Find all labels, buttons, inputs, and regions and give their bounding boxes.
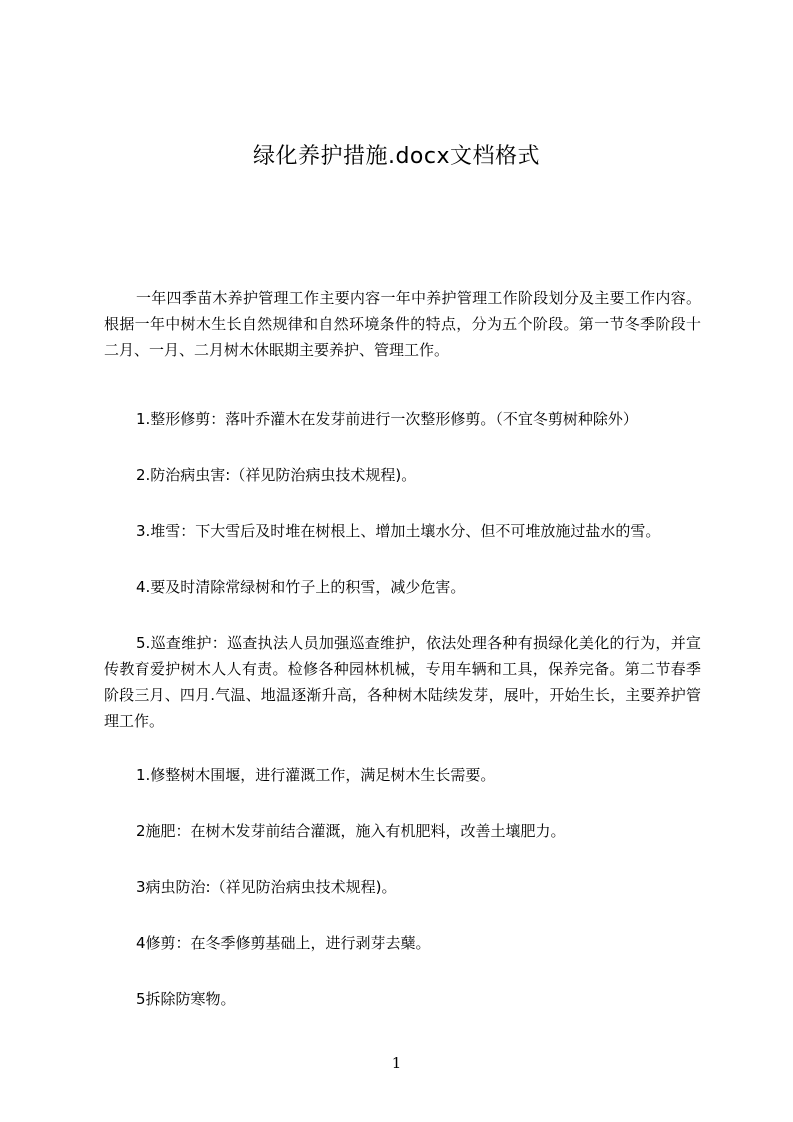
spring-item-4: 4修剪：在冬季修剪基础上，进行剥芽去蘖。	[136, 934, 431, 952]
winter-item-2: 2.防治病虫害:（祥见防治病虫技术规程)。	[136, 466, 417, 484]
intro-paragraph: 一年四季苗木养护管理工作主要内容一年中养护管理工作阶段划分及主要工作内容。根据一年中树木生长自然规律和自然环境条件的特点，分为五个阶段。第一节冬季阶段十二月、一月、二月树木休眠期主要养护、管理工作。	[104, 289, 701, 359]
patrol-paragraph: 5.巡查维护：巡查执法人员加强巡查维护，依法处理各种有损绿化美化的行为，并宣传教育爱护树木人人有责。检修各种园林机械，专用车辆和工具，保养完备。第二节春季阶段三月、四月.气温、地温逐渐升高，各种树木陆续发芽，展叶，开始生长，主要养护管理工作。	[104, 634, 701, 730]
winter-item-3: 3.堆雪：下大雪后及时堆在树根上、增加土壤水分、但不可堆放施过盐水的雪。	[136, 522, 661, 540]
winter-item-4: 4.要及时清除常绿树和竹子上的积雪，减少危害。	[136, 578, 466, 596]
winter-item-1: 1.整形修剪：落叶乔灌木在发芽前进行一次整形修剪。（不宜冬剪树种除外）	[136, 410, 638, 428]
document-body	[104, 285, 701, 1012]
spring-item-5: 5拆除防寒物。	[136, 990, 236, 1008]
spring-item-1: 1.修整树木围堰，进行灌溉工作，满足树木生长需要。	[136, 766, 496, 784]
document-title: 绿化养护措施.docx文档格式	[252, 144, 541, 169]
spring-item-3: 3病虫防治:（祥见防治病虫技术规程)。	[136, 878, 397, 896]
page-number: 1	[391, 1054, 402, 1072]
spring-item-2: 2施肥：在树木发芽前结合灌溉，施入有机肥料，改善土壤肥力。	[136, 822, 566, 840]
